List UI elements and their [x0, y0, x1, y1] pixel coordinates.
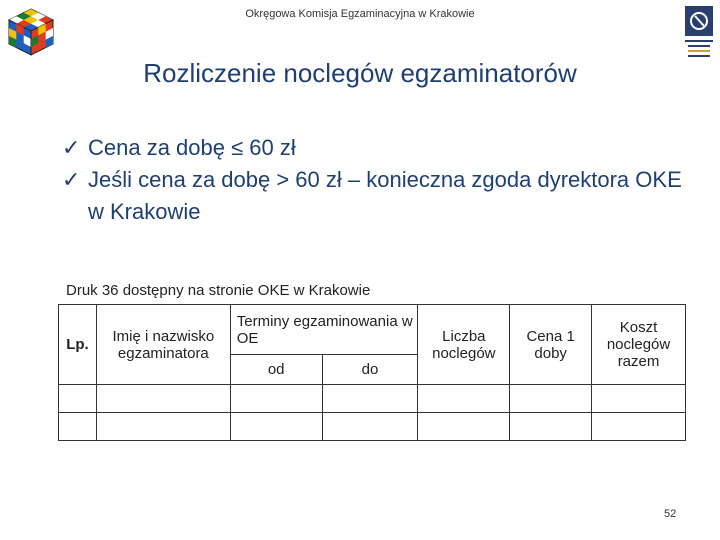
institution-header: Okręgowa Komisja Egzaminacyjna w Krakowie	[245, 8, 475, 20]
bullet-approval-required	[62, 164, 702, 228]
form-caption: Druk 36 dostępny na stronie OKE w Krakowie	[66, 282, 371, 299]
table-row	[59, 385, 686, 413]
table-cell	[418, 413, 510, 441]
table-cell	[510, 413, 592, 441]
column-header-total: Koszt noclegów razem	[592, 305, 686, 385]
table-cell	[96, 413, 230, 441]
rubiks-cube-icon	[4, 6, 58, 56]
bullet-text: Cena za dobę ≤ 60 zł	[88, 135, 296, 160]
table-cell	[322, 413, 418, 441]
slide-title: Rozliczenie noclegów egzaminatorów	[143, 58, 577, 88]
page-number: 52	[664, 508, 677, 520]
bullet-list	[62, 132, 702, 228]
table-cell	[59, 413, 97, 441]
column-header-price: Cena 1 doby	[510, 305, 592, 385]
checkmark-icon: ✓	[62, 135, 81, 160]
oke-logo	[682, 4, 716, 60]
table-cell	[322, 385, 418, 413]
table-cell	[418, 385, 510, 413]
table-cell	[96, 385, 230, 413]
table-row	[59, 413, 686, 441]
column-header-nights: Liczba noclegów	[418, 305, 510, 385]
table-cell	[230, 385, 322, 413]
accommodation-form-table	[58, 304, 686, 441]
table-cell	[592, 385, 686, 413]
column-header-lp: Lp.	[59, 305, 97, 385]
column-header-exam-dates: Terminy egzaminowania w OE	[230, 305, 418, 355]
table-cell	[59, 385, 97, 413]
table-cell	[592, 413, 686, 441]
bullet-price-limit	[62, 132, 702, 164]
checkmark-icon: ✓	[62, 167, 81, 192]
column-header-to: do	[322, 355, 418, 385]
bullet-text: Jeśli cena za dobę > 60 zł – konieczna zgoda dyrektora OKE w Krakowie	[88, 167, 682, 224]
table-cell	[230, 413, 322, 441]
column-header-from: od	[230, 355, 322, 385]
table-cell	[510, 385, 592, 413]
column-header-name: Imię i nazwisko egzaminatora	[96, 305, 230, 385]
